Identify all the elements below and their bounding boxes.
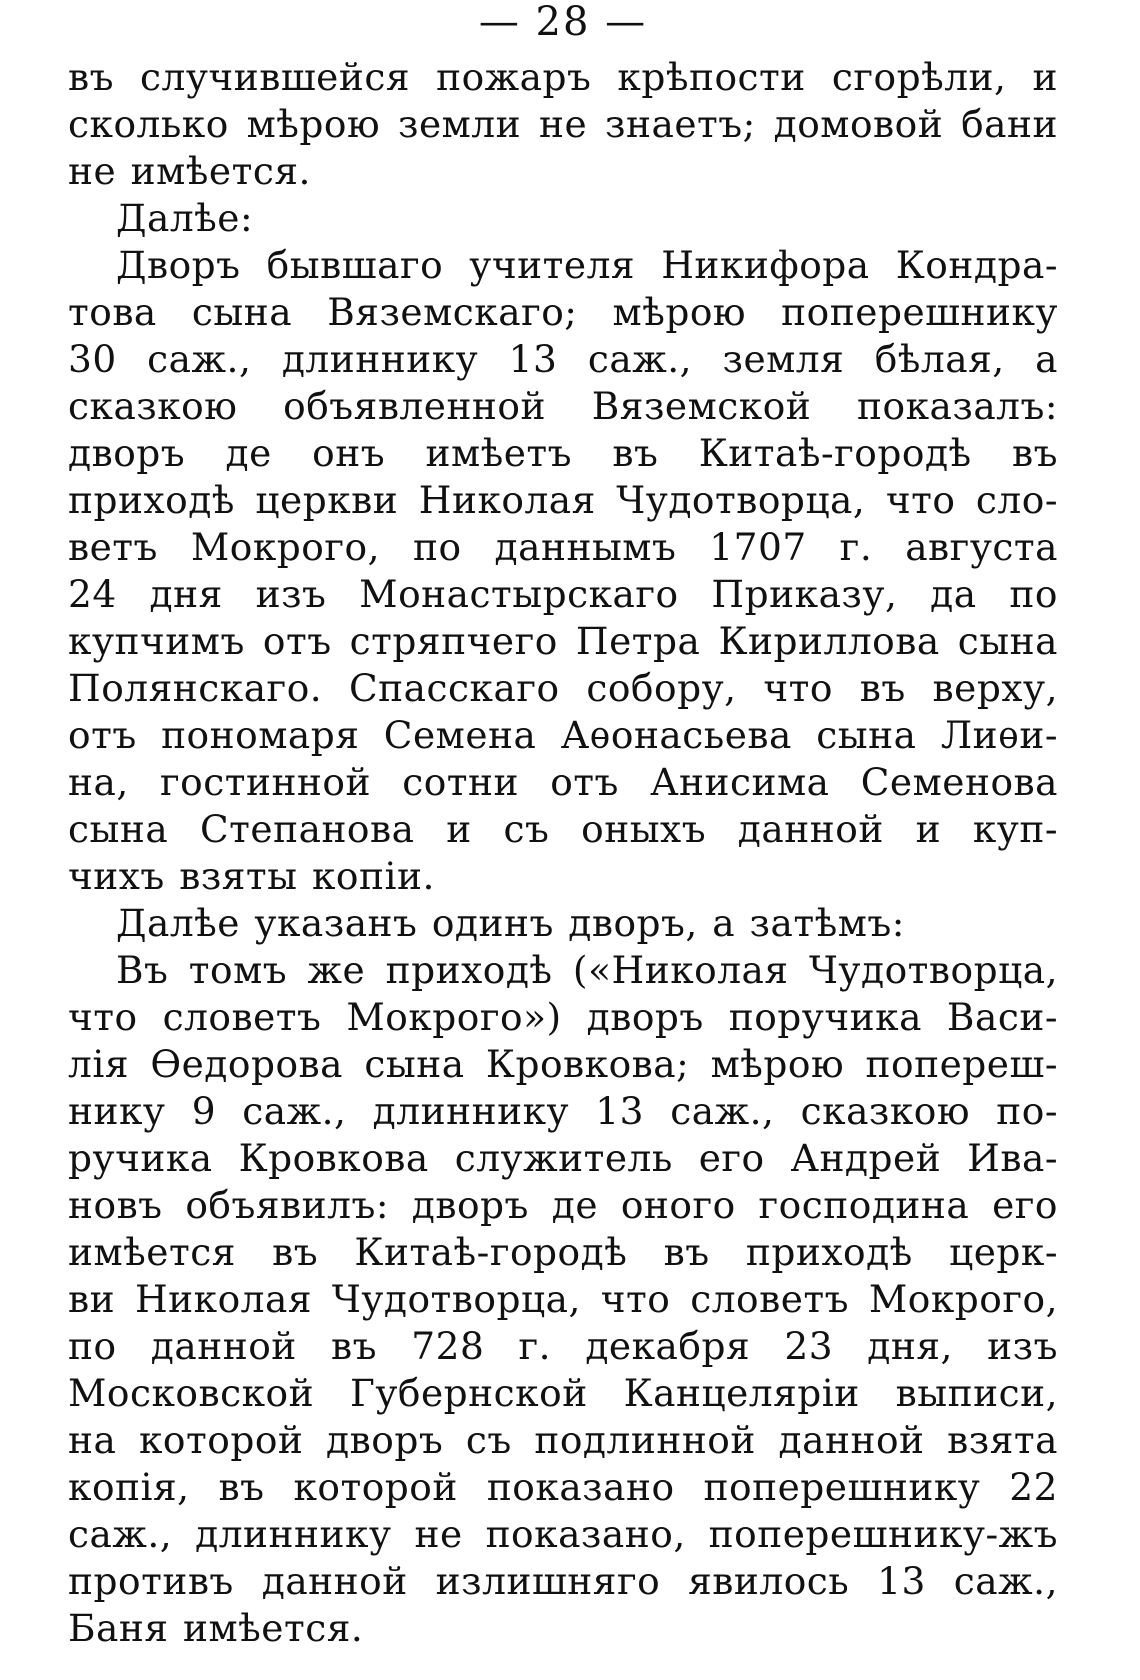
- text-line: Далѣе:: [116, 196, 254, 240]
- text-line: ручика Кровкова служитель его Андрей Ива-: [68, 1136, 1058, 1180]
- text-line: копія, въ которой показано поперешнику 22: [68, 1465, 1058, 1509]
- text-line: въ случившейся пожаръ крѣпости сгорѣли, и: [68, 55, 1058, 99]
- text-line: нику 9 саж., длиннику 13 саж., сказкою по-: [68, 1089, 1058, 1133]
- text-line: дворъ де онъ имѣетъ въ Китаѣ-городѣ въ: [68, 431, 1058, 475]
- page-number: — 28 —: [478, 0, 648, 45]
- text-line: лія Ѳедорова сына Кровкова; мѣрою попереш-: [68, 1042, 1058, 1086]
- text-line: саж., длиннику не показано, поперешнику-жъ: [68, 1512, 1058, 1556]
- text-line: что словетъ Мокрого») дворъ поручика Васи-: [68, 995, 1058, 1039]
- text-line: приходѣ церкви Николая Чудотворца, что сло-: [68, 478, 1058, 522]
- text-line: купчимъ отъ стряпчего Петра Кириллова сына: [68, 619, 1058, 663]
- text-line: сына Степанова и съ оныхъ данной и куп-: [68, 807, 1058, 851]
- text-line: ветъ Мокрого, по даннымъ 1707 г. августа: [68, 525, 1058, 569]
- text-line: 30 саж., длиннику 13 саж., земля бѣлая, а: [68, 337, 1058, 381]
- text-line: Баня имѣется.: [68, 1606, 364, 1650]
- text-line: имѣется въ Китаѣ-городѣ въ приходѣ церк-: [68, 1230, 1058, 1274]
- text-line: отъ пономаря Семена Аѳонасьева сына Лиѳи-: [68, 713, 1058, 757]
- text-line: по данной въ 728 г. декабря 23 дня, изъ: [68, 1324, 1058, 1368]
- text-line: Полянскаго. Спасскаго собору, что въ верху,: [68, 666, 1058, 710]
- text-line: това сына Вяземскаго; мѣрою поперешнику: [68, 290, 1058, 334]
- body-text: [68, 54, 1058, 1652]
- text-line: 24 дня изъ Монастырскаго Приказу, да по: [68, 572, 1058, 616]
- text-line: чихъ взяты копіи.: [68, 854, 435, 898]
- text-line: новъ объявилъ: дворъ де оного господина его: [68, 1183, 1058, 1227]
- text-line: ви Николая Чудотворца, что словетъ Мокрого,: [68, 1277, 1058, 1321]
- text-line: не имѣется.: [68, 149, 311, 193]
- text-line: сказкою объявленной Вяземской показалъ:: [68, 384, 1058, 428]
- text-line: Въ томъ же приходѣ («Николая Чудотворца,: [116, 948, 1058, 992]
- text-line: Московской Губернской Канцеляріи выписи,: [68, 1371, 1058, 1415]
- text-line: Дворъ бывшаго учителя Никифора Кондра-: [116, 243, 1058, 287]
- text-line: Далѣе указанъ одинъ дворъ, а затѣмъ:: [116, 901, 905, 945]
- document-page: [68, 0, 1058, 1680]
- text-line: противъ данной излишняго явилось 13 саж.,: [68, 1559, 1058, 1603]
- text-line: на, гостинной сотни отъ Анисима Семенова: [68, 760, 1058, 804]
- text-line: сколько мѣрою земли не знаетъ; домовой бани: [68, 102, 1058, 146]
- text-line: на которой дворъ съ подлинной данной взята: [68, 1418, 1058, 1462]
